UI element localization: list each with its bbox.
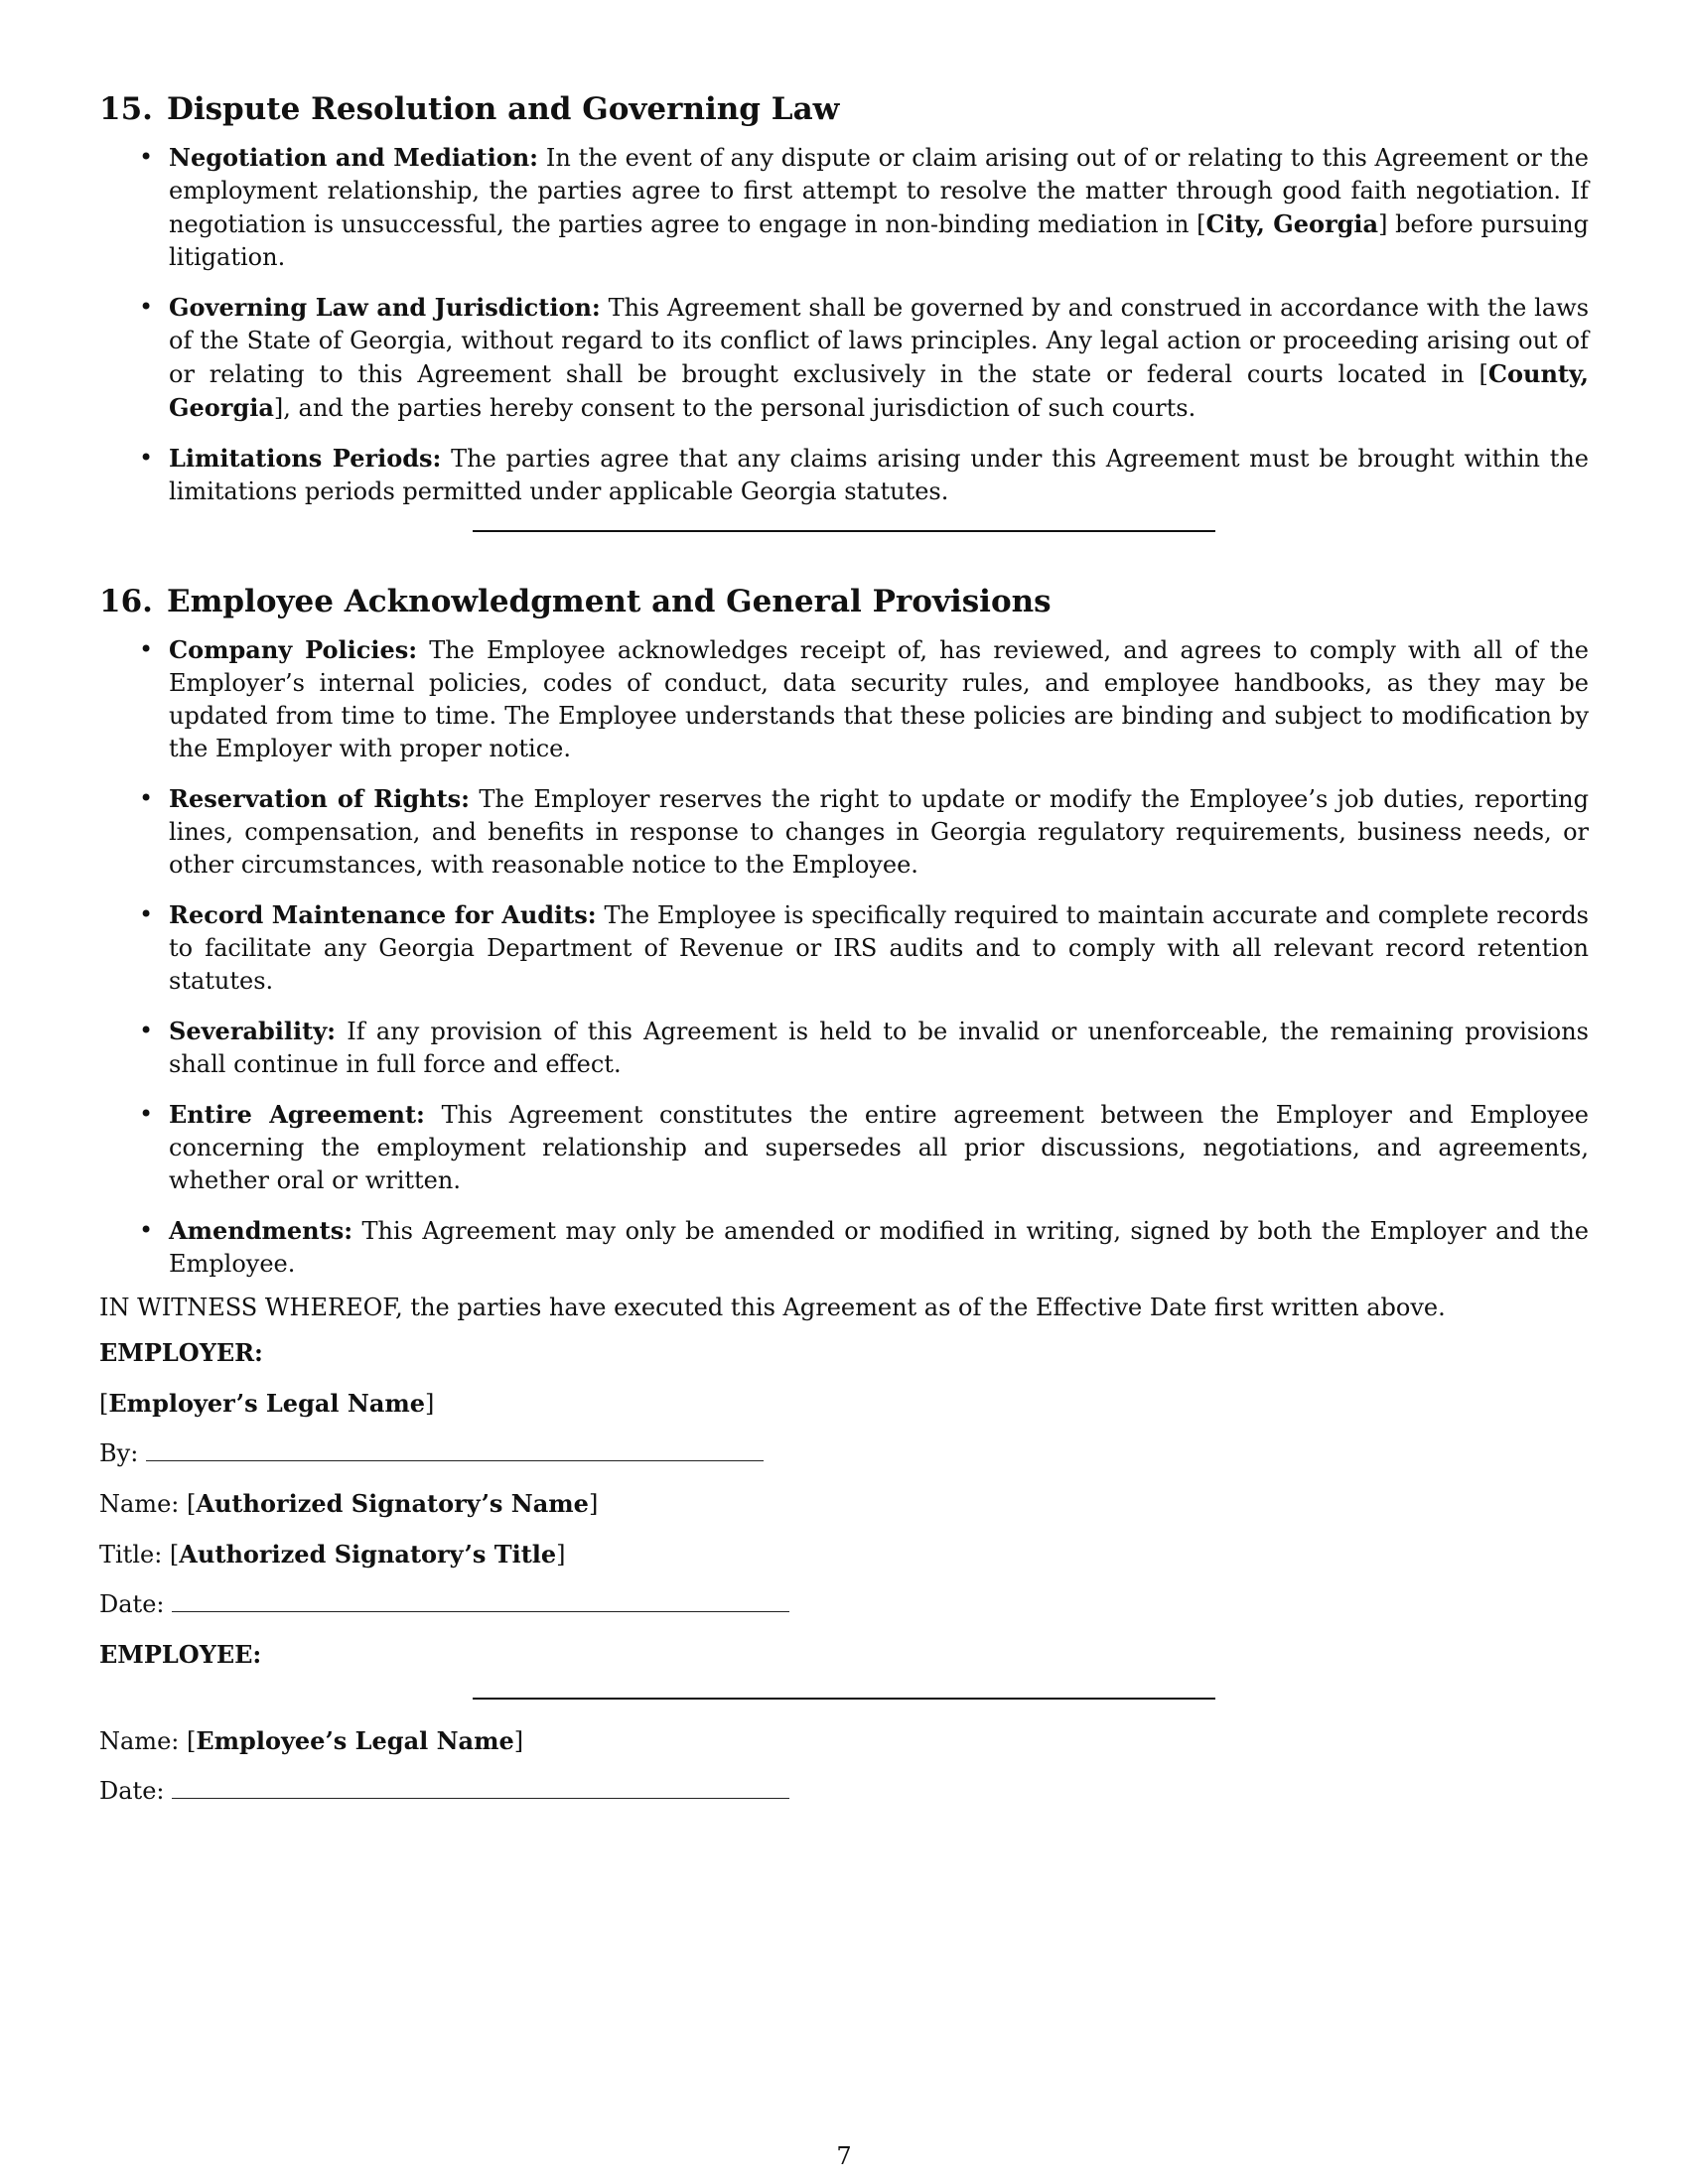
item-text: before pursuing litigation. [169, 210, 1589, 271]
list-item [99, 633, 1589, 765]
list-item [99, 1214, 1589, 1281]
employee-date-line [99, 1775, 1589, 1808]
employer-date-line [99, 1588, 1589, 1621]
employer-heading-text: EMPLOYER: [99, 1338, 263, 1367]
employee-name-placeholder: Employee’s Legal Name [196, 1726, 514, 1755]
item-label: Negotiation and Mediation: [169, 143, 539, 172]
item-label: Record Maintenance for Audits: [169, 900, 597, 929]
section-title: Employee Acknowledgment and General Provisions [166, 584, 1052, 619]
section-divider [473, 530, 1215, 532]
bullet-icon: • [139, 293, 154, 321]
section-number: 16. [99, 584, 153, 619]
employee-heading-text: EMPLOYEE: [99, 1640, 262, 1669]
title-label: Title: [99, 1541, 163, 1569]
document-page [99, 87, 1589, 1825]
bullet-icon: • [139, 1017, 154, 1044]
placeholder-city: City, Georgia [1205, 209, 1379, 238]
section-number: 15. [99, 91, 153, 127]
list-item: • Governing Law and Jurisdiction: This Agreement shall be governed by and construed in accordance with the laws of the State of Georgia, without regard to its conflict of laws principles. Any legal action or proceeding arising out of or relating to this Agreement shall be brought exclusively in the state or federal courts located in [County, Georgia], and the parties hereby consent to the personal jurisdiction of such courts. [139, 293, 1590, 422]
witness-statement: IN WITNESS WHEREOF, the parties have executed this Agreement as of the Effective Date first written above. [99, 1294, 1446, 1321]
employer-legal-name-placeholder: Employer’s Legal Name [108, 1389, 426, 1418]
item-text: If any provision of this Agreement is held to be invalid or unenforceable, the remaining provisions shall continue in full force and effect. [169, 1018, 1589, 1078]
list-item [99, 1098, 1589, 1197]
list-item [99, 898, 1589, 998]
list-item [99, 1015, 1589, 1081]
item-label: Limitations Periods: [169, 444, 442, 473]
bullet-icon: • [139, 900, 154, 928]
employer-by-line [99, 1437, 1589, 1470]
date-label: Date: [99, 1590, 165, 1618]
section-15-heading [99, 87, 1589, 131]
signatory-title-placeholder: Authorized Signatory’s Title [179, 1540, 557, 1569]
placeholder-county: County, Georgia [169, 359, 1589, 422]
bullet-icon: • [139, 444, 154, 472]
item-label: Governing Law and Jurisdiction: [169, 293, 601, 322]
section-15-list [99, 141, 1589, 508]
item-text: , and the parties hereby consent to the personal jurisdiction of such courts. [283, 394, 1196, 422]
bullet-icon: • [139, 1100, 154, 1128]
bullet-icon: • [139, 1216, 154, 1244]
employee-name-line: Name: [Employee’s Legal Name] [99, 1726, 524, 1755]
name-label: Name: [99, 1727, 180, 1755]
item-text: The Employee acknowledges receipt of, has reviewed, and agrees to comply with all of the Employer’s internal policies, codes of conduct, data security rules, and employee handbooks, as they may be updated from time to time. The Employee understands that these policies are binding and subject to modification by the Employer with proper notice. [169, 636, 1589, 762]
date-label: Date: [99, 1777, 165, 1805]
employer-name-line: Name: [Authorized Signatory’s Name] [99, 1489, 599, 1518]
item-label: Reservation of Rights: [169, 784, 471, 813]
item-text: The Employer reserves the right to update or modify the Employee’s job duties, reporting lines, compensation, and benefits in response to changes in Georgia regulatory requirements, business needs, or other circumstances, with reasonable notice to the Employee. [169, 785, 1589, 879]
by-label: By: [99, 1439, 139, 1467]
employee-heading [99, 1638, 1589, 1672]
employer-legal-name: [Employer’s Legal Name] [99, 1389, 435, 1418]
item-text: The parties agree that any claims arising under this Agreement must be brought within the limitations periods permitted under applicable Georgia statutes. [169, 445, 1589, 505]
item-label: Amendments: [169, 1216, 353, 1245]
item-text: This Agreement shall be governed by and construed in accordance with the laws of the State of Georgia, without regard to its conflict of laws principles. Any legal action or proceeding arising out of or relating to this Agreement shall be brought exclusively in the state or federal courts located in [169, 294, 1590, 388]
item-text: This Agreement constitutes the entire agreement between the Employer and Employee concerning the employment relationship and supersedes all prior discussions, negotiations, and agreements, whether oral or written. [169, 1101, 1589, 1194]
name-label: Name: [99, 1490, 180, 1518]
employer-date-field[interactable] [172, 1591, 789, 1612]
section-16-list [99, 633, 1589, 1281]
section-title: Dispute Resolution and Governing Law [166, 91, 840, 127]
list-item [99, 782, 1589, 882]
item-text: This Agreement may only be amended or modified in writing, signed by both the Employer and the Employee. [169, 1217, 1589, 1278]
bullet-icon: • [139, 635, 154, 663]
page-number: 7 [836, 2142, 852, 2170]
list-item [99, 442, 1589, 508]
item-text: In the event of any dispute or claim arising out of or relating to this Agreement or the employment relationship, the parties agree to first attempt to resolve the matter through good faith negotiation. If negotiation is unsuccessful, the parties agree to engage in non-binding mediation in [169, 144, 1590, 238]
employer-signature-field[interactable] [146, 1440, 764, 1461]
list-item: • Negotiation and Mediation: In the event of any dispute or claim arising out of or relating to this Agreement or the employment relationship, the parties agree to first attempt to resolve the matter through good faith negotiation. If negotiation is unsuccessful, the parties agree to engage in non-binding mediation in [City, Georgia] before pursuing litigation. [139, 143, 1590, 271]
item-label: Severability: [169, 1017, 337, 1045]
employee-date-field[interactable] [172, 1778, 789, 1799]
bullet-icon: • [139, 784, 154, 812]
bullet-icon: • [139, 143, 154, 171]
item-text: The Employee is specifically required to maintain accurate and complete records to facilitate any Georgia Department of Revenue or IRS audits and to comply with all relevant record retention statutes. [169, 901, 1589, 995]
item-label: Company Policies: [169, 635, 418, 664]
section-16-heading [99, 580, 1589, 623]
employer-heading [99, 1336, 1589, 1370]
employer-title-line: Title: [Authorized Signatory’s Title] [99, 1540, 566, 1569]
employee-signature-line[interactable] [473, 1698, 1215, 1700]
item-label: Entire Agreement: [169, 1100, 425, 1129]
signatory-name-placeholder: Authorized Signatory’s Name [196, 1489, 589, 1518]
